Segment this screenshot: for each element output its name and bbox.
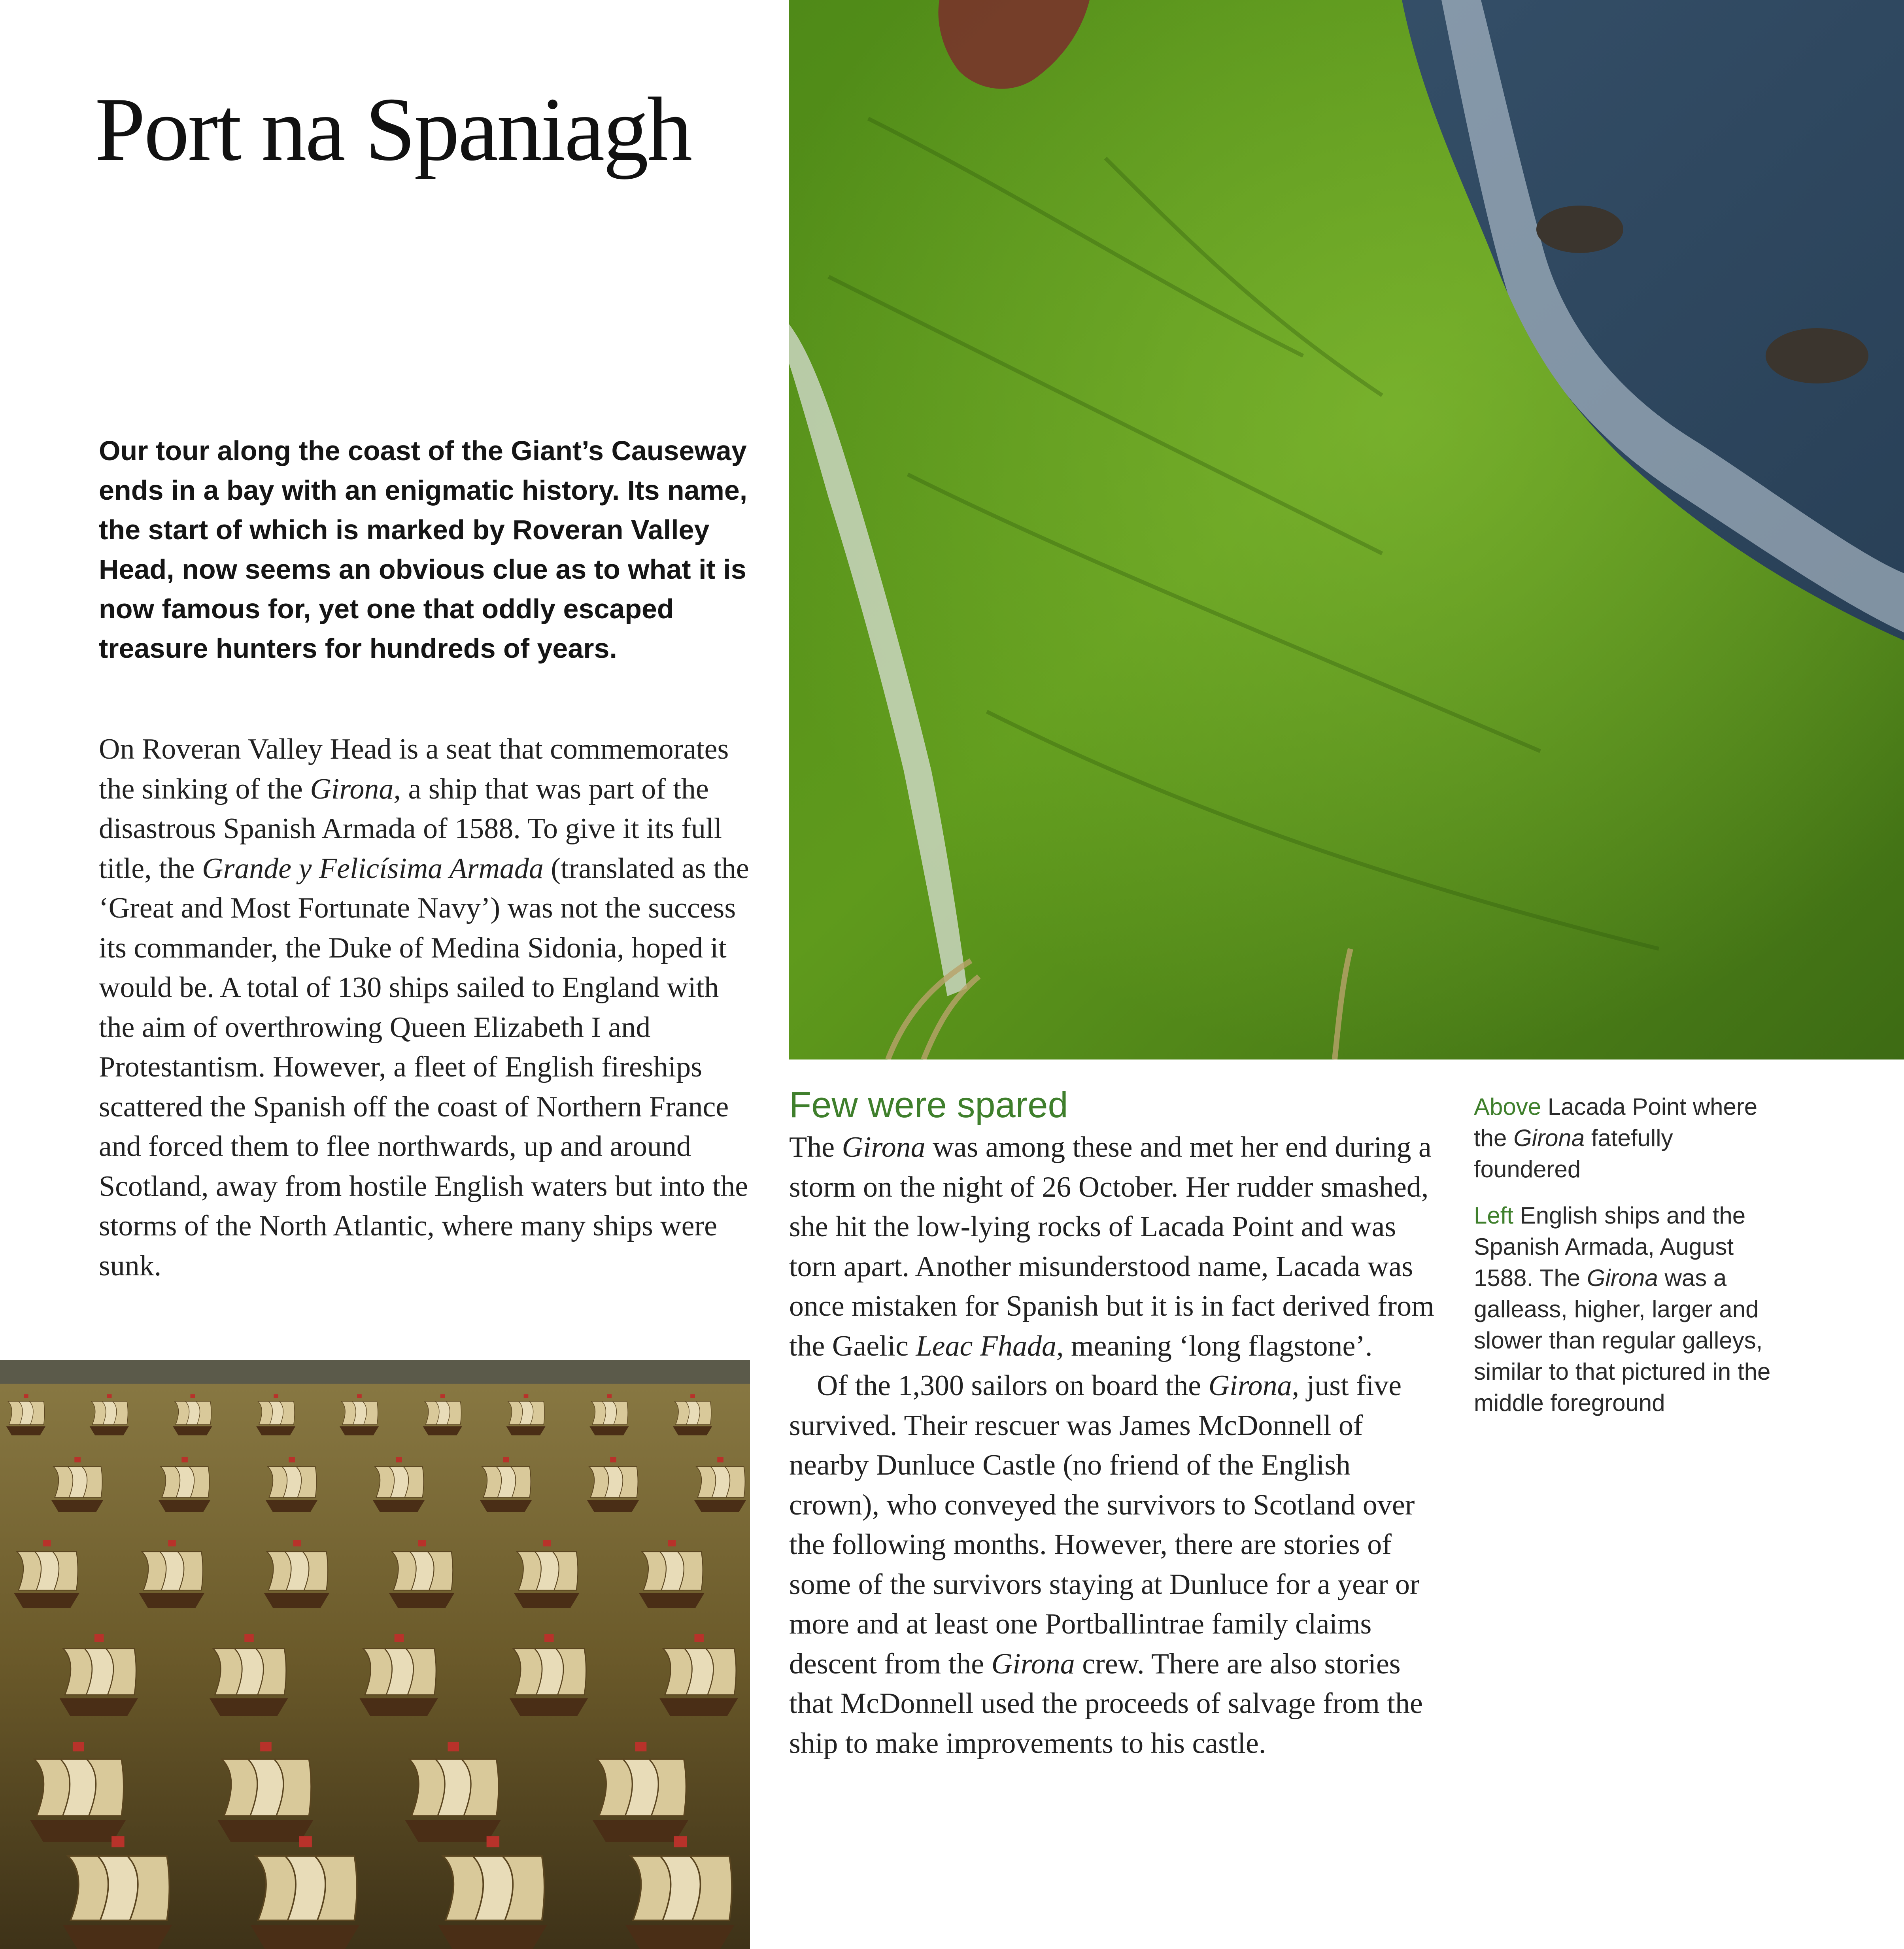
ship-name: Girona [1513, 1125, 1585, 1151]
text-run: crew. There are also stories that McDonnell used the proceeds of salvage from the ship to make improvements to his castle. [789, 1647, 1423, 1760]
ship-name: Girona, [310, 772, 401, 805]
text-run: Of the 1,300 sailors on board the [817, 1369, 1209, 1402]
caption-above [1474, 1091, 1774, 1185]
photo-captions [1474, 1091, 1774, 1433]
text-run: On Roveran Valley Head is a seat that commemorates the sinking of the [99, 733, 729, 805]
page-title: Port na Spaniagh [95, 79, 691, 179]
caption-label: Left [1474, 1202, 1514, 1229]
text-run: (translated as the ‘Great and Most Fortunate Navy’) was not the success its commander, the Duke of Medina Sidonia, hoped it would be. A total of 130 ships sailed to England with the aim of overthrowing Queen Elizabeth I and Protestantism. However, a fleet of English fireships scattered the Spanish off the coast of Northern France and forced them to flee northwards, up and around Scotland, away from hostile English waters but into the storms of the North Atlantic, where many ships were sunk. [99, 852, 749, 1282]
intro-paragraph: Our tour along the coast of the Giant’s Causeway ends in a bay with an enigmatic history. Its name, the start of which is marked by Roveran Valley Head, now seems an obvious clue as to what it is now famous for, yet one that oddly escaped treasure hunters for hundreds of years. [99, 435, 748, 664]
right-paragraph-2 [789, 1366, 1445, 1763]
text-run: The [789, 1131, 842, 1163]
text-run: a ship that was part of the disastrous Spanish Armada of 1588. To give it its full title, the [99, 772, 722, 885]
cliff-photo [789, 0, 1904, 1059]
right-body [789, 1127, 1445, 1763]
ship-name: Girona [1587, 1265, 1658, 1291]
text-run: Lacada Point where the [1474, 1093, 1758, 1151]
left-body-paragraph [99, 729, 755, 1286]
text-run: was a galleass, higher, larger and slower than regular galleys, similar to that pictured in the middle foreground [1474, 1265, 1771, 1416]
text-run: just five survived. Their rescuer was James McDonnell of nearby Dunluce Castle (no friend of the English crown), who conveyed the survivors to Scotland over the following months. However, there are stories of some of the survivors staying at Dunluce for a year or more and at least one Portballintrae family claims descent from the [789, 1369, 1420, 1680]
ship-name: Girona, [1208, 1369, 1300, 1402]
armada-painting [0, 1360, 750, 1949]
ship-name: Girona [991, 1647, 1075, 1680]
section-heading: Few were spared [789, 1085, 1068, 1125]
text-run: fatefully foundered [1474, 1125, 1673, 1182]
text-run: meaning ‘long flagstone’. [1063, 1330, 1373, 1362]
right-paragraph-1 [789, 1127, 1445, 1366]
caption-left [1474, 1200, 1774, 1418]
caption-label: Above [1474, 1093, 1541, 1120]
armada-name: Grande y Felicísima Armada [202, 852, 544, 885]
ship-name: Girona [842, 1131, 926, 1163]
text-run: was among these and met her end during a storm on the night of 26 October. Her rudder smashed, she hit the low-lying rocks of Lacada Point and was torn apart. Another misunderstood name, Lacada was once mistaken for Spanish but it is in fact derived from the Gaelic [789, 1131, 1434, 1362]
gaelic-name: Leac Fhada, [916, 1330, 1064, 1362]
text-run: English ships and the Spanish Armada, August 1588. The [1474, 1202, 1746, 1291]
